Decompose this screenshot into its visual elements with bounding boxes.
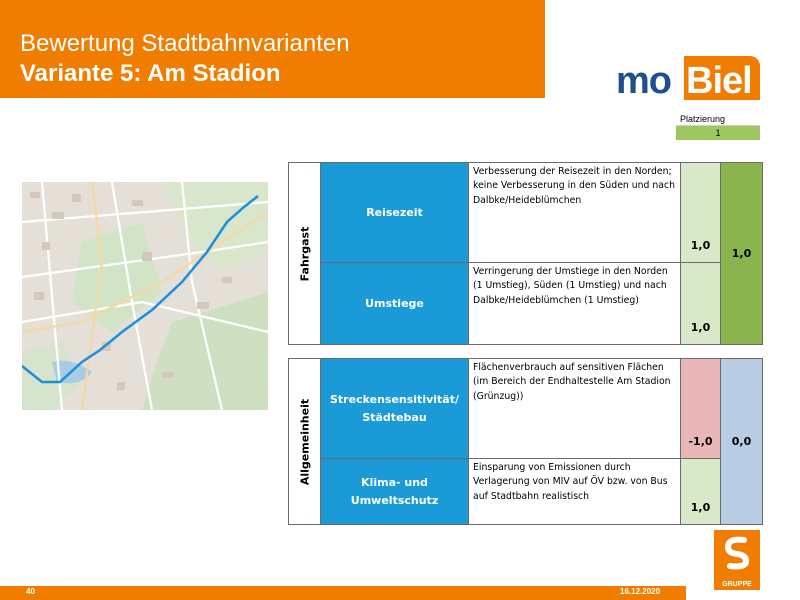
group-total-cell: 1,0 (721, 163, 763, 345)
score-cell: 1,0 (681, 263, 721, 345)
table-row (289, 263, 763, 345)
fahrgast-table (288, 162, 763, 345)
table-row (289, 459, 763, 525)
description-cell: Verbesserung der Reisezeit in den Norden; keine Verbesserung in den Süden und nach Dalbke/Heideblümchen (469, 163, 681, 263)
placement-label: Platzierung (676, 112, 760, 126)
allgemeinheit-table (288, 358, 763, 525)
score-cell: 1,0 (681, 459, 721, 525)
score-cell: 1,0 (681, 163, 721, 263)
description-cell: Verringerung der Umstiege in den Norden (1 Umstieg), Süden (1 Umstieg) und nach Dalbke/Heideblümchen (1 Umstieg) (469, 263, 681, 345)
criterion-cell: Umstiege (321, 263, 469, 345)
group-label: Allgemeinheit (298, 398, 311, 485)
group-total-cell: 0,0 (721, 359, 763, 525)
footer-band (0, 586, 686, 600)
page-title: Bewertung Stadtbahnvarianten (20, 30, 350, 57)
placement-box (676, 112, 760, 140)
criterion-cell: Streckensensitivität/ Städtebau (321, 359, 469, 459)
table-row (289, 359, 763, 459)
group-label: Fahrgast (298, 226, 311, 281)
criterion-cell: Klima- und Umweltschutz (321, 459, 469, 525)
gruppe-logo (714, 530, 760, 590)
page-number: 40 (26, 587, 35, 596)
criterion-cell: Reisezeit (321, 163, 469, 263)
description-cell: Einsparung von Emissionen durch Verlagerung von MIV auf ÖV bzw. von Bus auf Stadtbahn realistisch (469, 459, 681, 525)
footer-date: 16.12.2020 (620, 587, 661, 596)
s-logo-icon (714, 530, 760, 576)
description-cell: Flächenverbrauch auf sensitiven Flächen (im Bereich der Endhaltestelle Am Stadion (Grünzug)) (469, 359, 681, 459)
table-row (289, 163, 763, 263)
group-label-cell (289, 359, 321, 525)
logo-text-biel: Biel (686, 60, 752, 102)
logo-text-mo: mo (616, 60, 671, 102)
mobiel-logo (612, 56, 760, 100)
group-label-cell (289, 163, 321, 345)
route-map (22, 182, 268, 410)
map-svg (22, 182, 268, 410)
score-cell: -1,0 (681, 359, 721, 459)
gruppe-label: GRUPPE (722, 581, 752, 588)
page-subtitle: Variante 5: Am Stadion (20, 60, 281, 87)
placement-value: 1 (676, 126, 760, 140)
